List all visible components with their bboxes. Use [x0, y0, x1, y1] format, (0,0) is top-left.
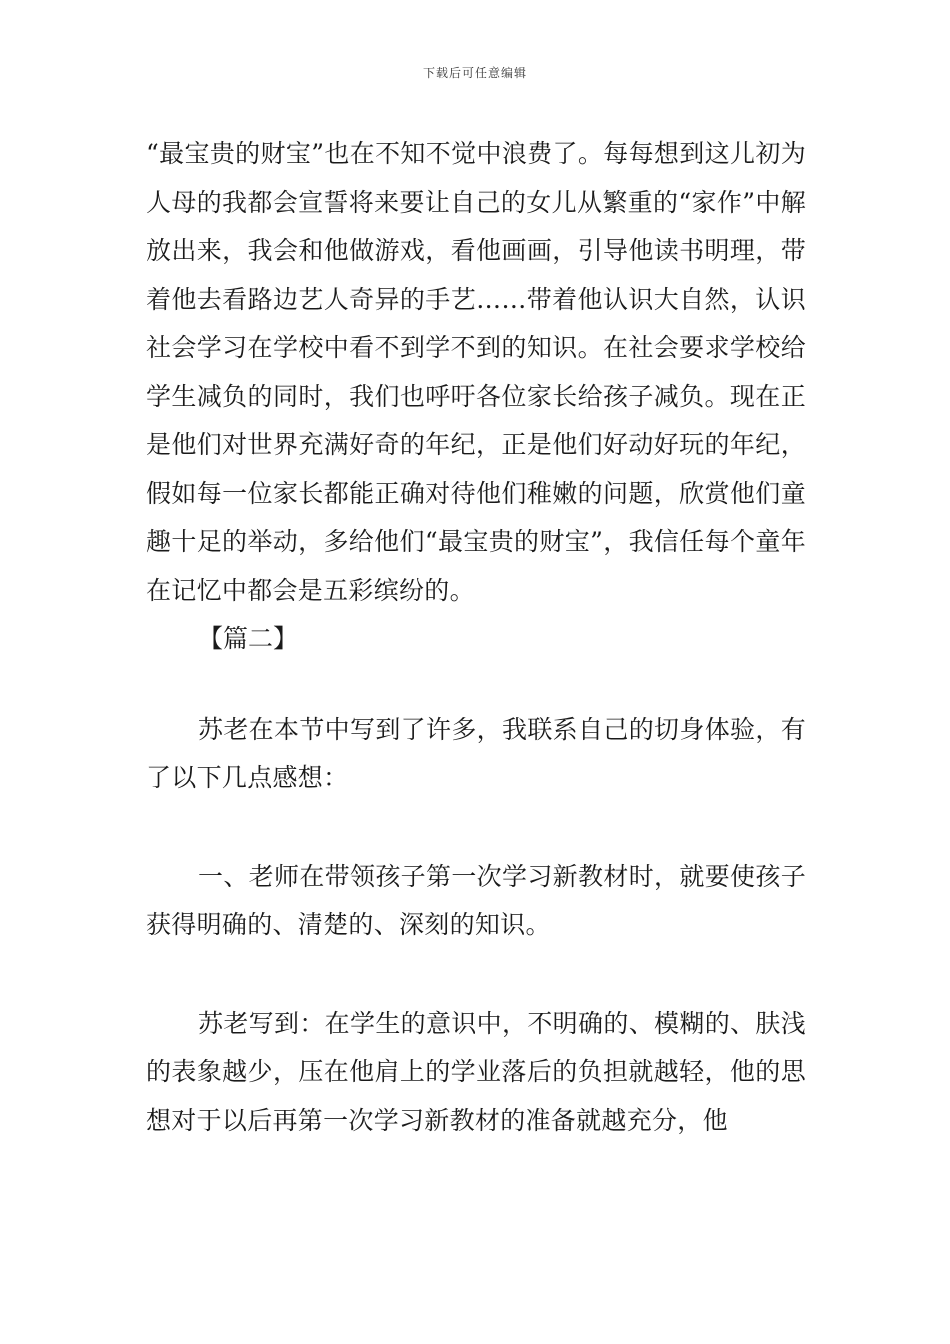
paragraph-continued: “最宝贵的财宝”也在不知不觉中浪费了。每每想到这儿初为人母的我都会宣誓将来要让自己的女儿从繁重的“家作”中解放出来，我会和他做游戏，看他画画，引导他读书明理，带着他去看路边艺人奇异的手艺……带着他认识大自然，认识社会学习在学校中看不到学不到的知识。在社会要求学校给学生减负的同时，我们也呼吁各位家长给孩子减负。现在正是他们对世界充满好奇的年纪，正是他们好动好玩的年纪，假如每一位家长都能正确对待他们稚嫩的问题，欣赏他们童趣十足的举动，多给他们“最宝贵的财宝”，我信任每个童年在记忆中都会是五彩缤纷的。: [146, 139, 806, 605]
section-title: 【篇二】: [198, 624, 299, 653]
document-body: [146, 130, 806, 1145]
paragraph-point-one: 一、老师在带领孩子第一次学习新教材时，就要使孩子获得明确的、清楚的、深刻的知识。: [146, 861, 806, 939]
paragraph-intro: 苏老在本节中写到了许多，我联系自己的切身体验，有了以下几点感想：: [146, 714, 806, 792]
paragraph-quote: 苏老写到：在学生的意识中，不明确的、模糊的、肤浅的表象越少，压在他肩上的学业落后的负担就越轻，他的思想对于以后再第一次学习新教材的准备就越充分，他: [146, 1008, 806, 1135]
page-header-note: 下载后可任意编辑: [422, 66, 527, 80]
